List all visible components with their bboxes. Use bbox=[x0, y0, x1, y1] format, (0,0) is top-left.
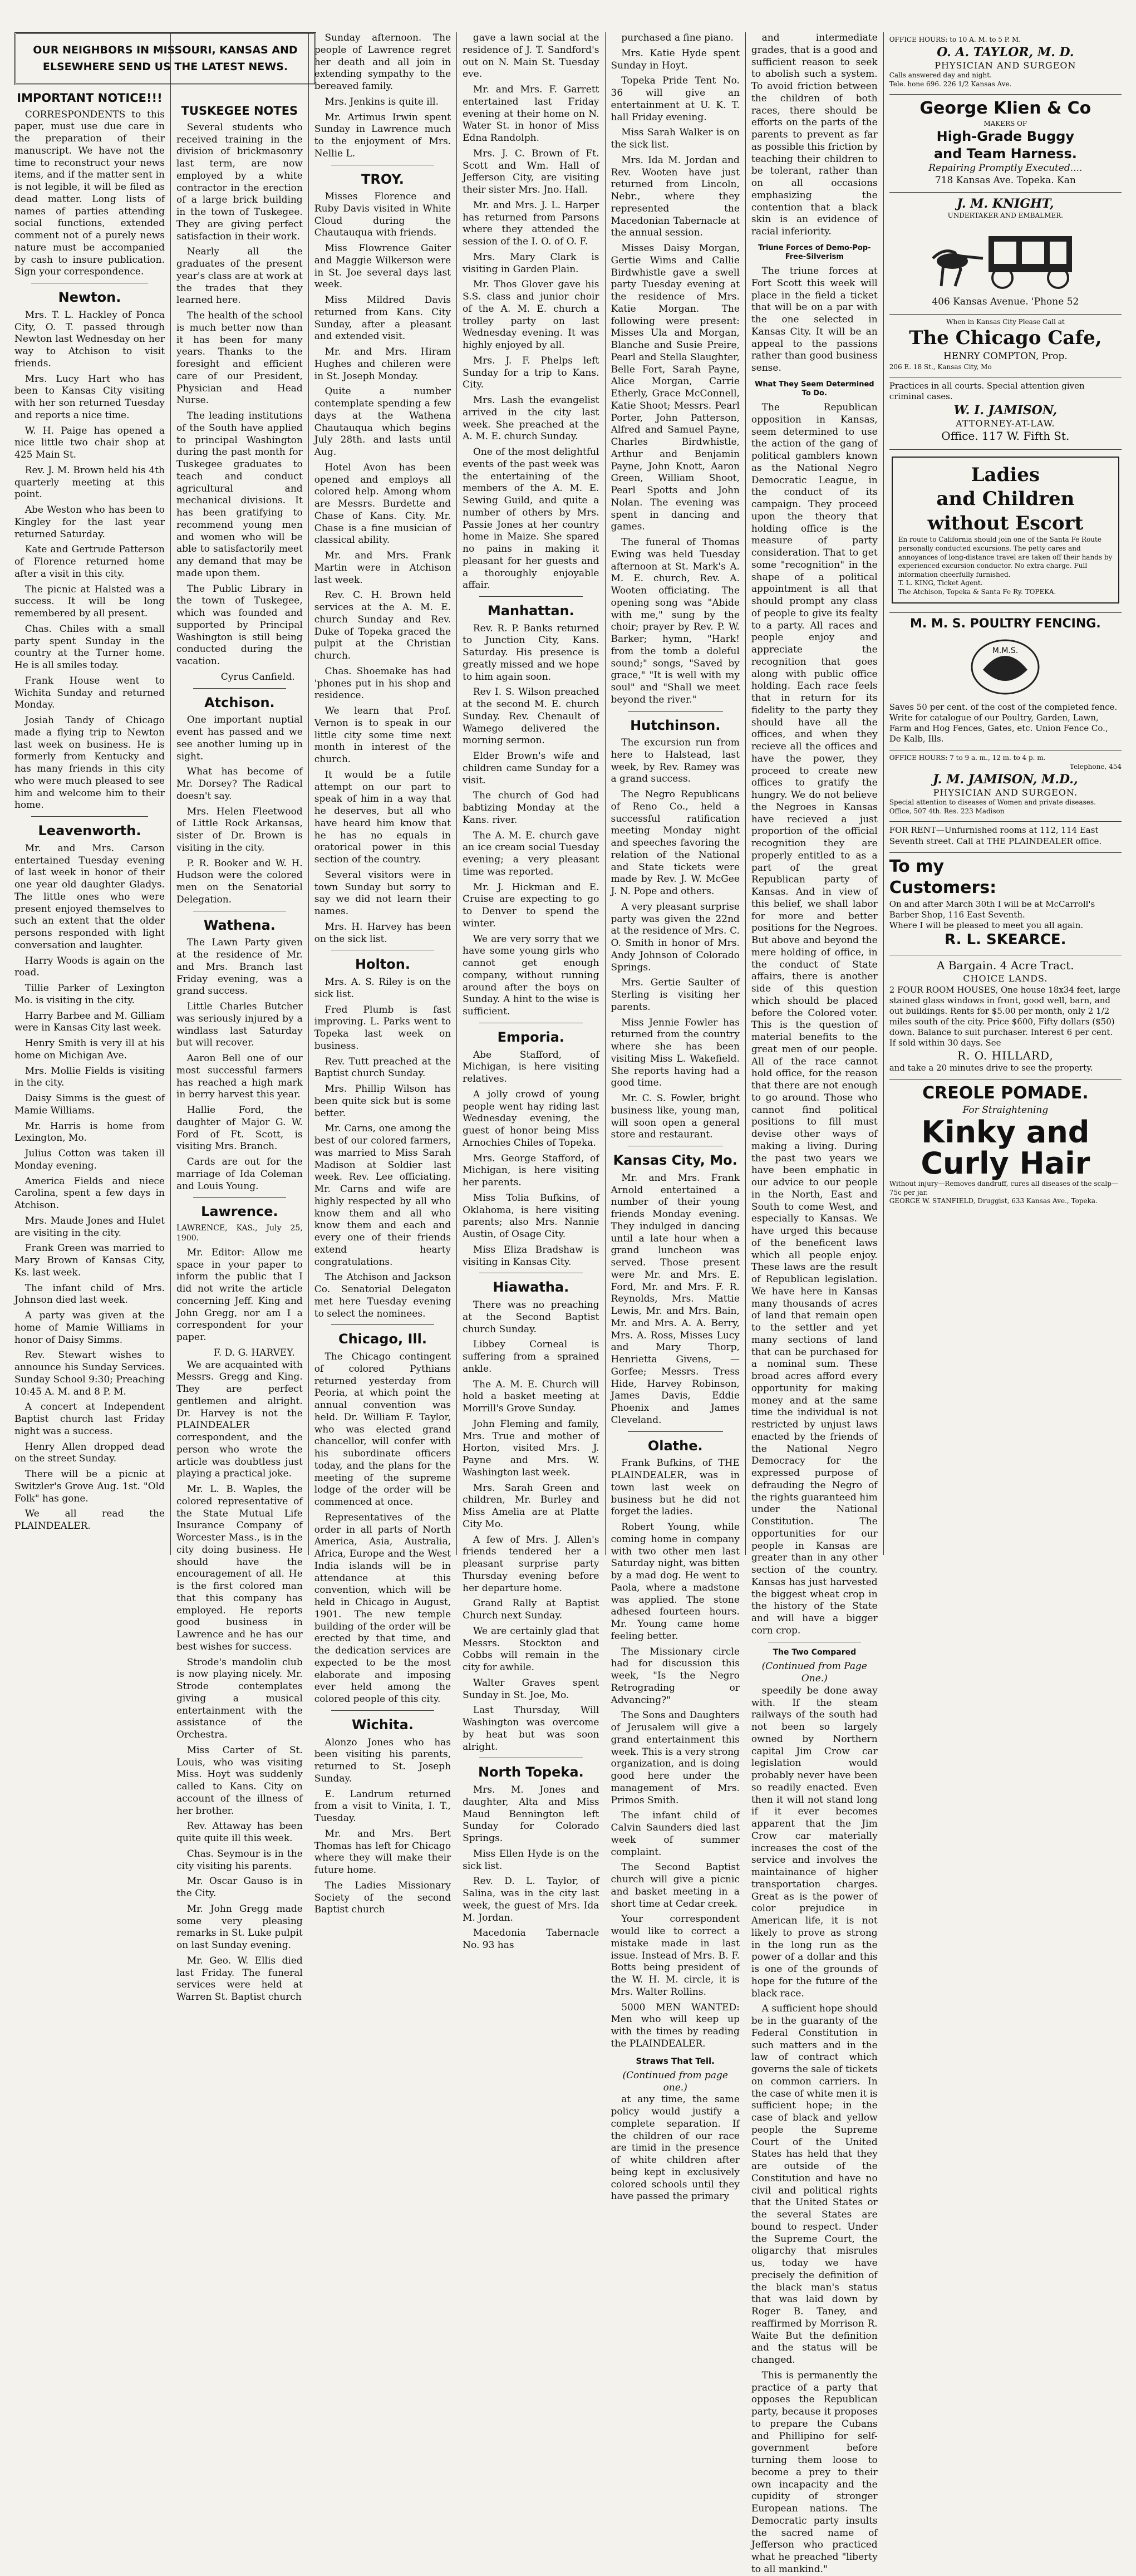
for-rent-text: FOR RENT—Unfurnished rooms at 112, 114 East Seventh street. Call at THE PLAINDEALER office. bbox=[889, 825, 1102, 846]
straws-heading: Straws That Tell. bbox=[636, 2055, 715, 2066]
triune-heading: Triune Forces of Demo-Pop-Free-Silverism bbox=[758, 243, 871, 262]
klien-tagline: Repairing Promptly Executed.... bbox=[928, 162, 1083, 174]
ad-chicago-cafe bbox=[889, 315, 1122, 377]
advertisement-column bbox=[883, 32, 1127, 1555]
article-para: Mrs. Phillip Wilson has been quite sick but is some better. bbox=[314, 1083, 451, 1119]
article-para: Mrs. Jenkins is quite ill. bbox=[324, 96, 439, 107]
article-para: Misses Florence and Ruby Davis visited in White Cloud during the Chautauqua with friends. bbox=[314, 191, 451, 239]
article-para: W. H. Paige has opened a nice little two chair shop at 425 Main St. bbox=[14, 425, 165, 461]
madison-title: PHYSICIAN AND SURGEON. bbox=[933, 787, 1078, 798]
article-para: Representatives of the order in all parts of North America, Asia, Australia, Africa, Europe and the West India islands will be in attendance at this convention, which will be held in Chicago in August, 1901. The new temple building of the order will be erected by that time, and the dedication services are expected to be the most elaborate and imposing ever held among the colored people of this city. bbox=[314, 1512, 451, 1705]
article-para: The Republican opposition in Kansas, seem determined to use the action of the gang of political gamblers known as the National Negro Democratic League, in the conduct of its campaign. They proceed upon the theory that holding office is the measure of party consideration. That to get some "recognition" in the shape of a political appointment is all that should prompt any class of people to give its fealty to a party. All races and people enjoy and appreciate the recognition that goes along with public office holding. Each race feels that in return for its fidelity to the party they should have all the offices, and when they recieve all the offices and have the power, they proceed to create new offices to gratify the hungry. We do not believe the Negroes in Kansas have recieved a just proportion of the official recognition they are properly entitled to as a part of the great Republican party of Kansas. And in view of this belief, we shall labor for more and better positions for the Negroes. But above and beyond the mere holding of office, in the conduct of State affairs, there is another side of this question which should be placed before the Colored voter. This is the question of material benefits to the great men of our people. All of the race cannot hold office, for the reason that there are not enough to go around. Those who cannot find political positions to fill must devise other ways of making a living. During the past two years we have been emphatic in our advice to our people in the North, East and South to come West, and especially to Kansas. We have urged this because of the beneficent laws which all people enjoy. These laws are the result of Republican legislation. We have here in Kansas many thousands of acres of land that remain open to the settler and yet many sections of land that can be purchased for a nominal sum. These broad acres afford every opportunity for making money and at the same time the individual is not restricted by unjust laws enacted by the friends of the National Negro Democracy for the expressed purpose of defrauding the Negro of the rights guaranteed him under the National Constitution. The opportunities for our people in Kansas are greater than in any other section of the country. Kansas has just harvested the biggest wheat crop in the history of the State and will have a bigger corn crop. bbox=[751, 402, 878, 1636]
article-para: Miss Tolia Bufkins, of Oklahoma, is here visiting parents; also Mrs. Nannie Austin, of Osage City. bbox=[463, 1192, 599, 1240]
knight-address: 406 Kansas Avenue. 'Phone 52 bbox=[932, 296, 1079, 308]
article-para: The picnic at Halsted was a success. It will be long remembered by all present. bbox=[14, 583, 165, 620]
ladies-line-2: and Children bbox=[936, 488, 1075, 511]
skearce-h2: Customers: bbox=[889, 878, 997, 898]
article-para: E. Landrum returned from a visit to Vinita, I. T., Tuesday. bbox=[314, 1788, 451, 1824]
chicago-heading: Chicago, Ill. bbox=[338, 1331, 427, 1347]
article-para: Mrs. Helen Fleetwood of Little Rock Arkansas, sister of Dr. Brown is visiting in the city. bbox=[176, 806, 303, 853]
cafe-address: 206 E. 18 St., Kansas City, Mo bbox=[889, 362, 992, 371]
ad-knight bbox=[889, 193, 1122, 315]
article-para: Mrs. H. Harvey has been on the sick list. bbox=[314, 921, 451, 945]
article-para: and intermediate grades, that is a good and sufficient reason to seek to abolish such a system. To avoid friction between the children of both races, there should be efforts on the parts of the parents to prevent as far as possible this friction by teaching their children to be tolerant, rather than on all occasions emphasizing the contention that a black skin is an evidence of racial inferiority. bbox=[751, 32, 878, 237]
article-para: Last Thursday, Will Washington was overcome by heat but was soon alright. bbox=[463, 1705, 599, 1753]
leavenworth-items bbox=[14, 843, 165, 1533]
column-6 bbox=[745, 32, 883, 2575]
article-para: Mrs. Lash the evangelist arrived in the city last week. She preached at the A. M. E. church Sunday. bbox=[463, 395, 599, 443]
article-para: Robert Young, while coming home in company with two other men last Saturday night, was bitten by a mad dog. He went to Paola, where a madstone was applied. The stone adhesed fourteen hours. Mr. Young came home feeling better. bbox=[611, 1522, 740, 1642]
article-para: A very pleasant surprise party was given the 22nd at the residence of Mrs. C. O. Smith in honor of Mrs. Andy Johnson of Colorado Springs. bbox=[611, 901, 740, 973]
article-para: The infant child of Mrs. Johnson died last week. bbox=[14, 1282, 165, 1306]
column-5 bbox=[605, 32, 745, 2202]
article-para: The Public Library in the town of Tuskegee, which was founded and supported by Principal Washington is still being conducted during the vacation. bbox=[176, 583, 303, 668]
article-para: Libbey Corneal is suffering from a sprained ankle. bbox=[463, 1339, 599, 1375]
article-para: Abe Stafford, of Michigan, is here visiting relatives. bbox=[463, 1049, 599, 1085]
madison-special: Special attention to diseases of Women and private diseases. bbox=[889, 798, 1096, 807]
two-compared-continued: (Continued from Page One.) bbox=[761, 1661, 867, 1685]
banner-line-2: ELSEWHERE SEND US THE LATEST NEWS. bbox=[42, 61, 288, 73]
article-para: Mr. and Mrs. Carson entertained Tuesday evening of last week in honor of their one year old daughter Gladys. The little ones who were present enjoyed themselves to such an extent that the older persons responded with light conversation and laughter. bbox=[14, 842, 165, 951]
article-para: Mr. L. B. Waples, the colored representative of the State Mutual Life Insurance Company of Worcester Mass., is in the city doing business. He should have the encouragement of all. He is the first colored man that this company has employed. He reports good business in Lawrence and he has our best wishes for success. bbox=[176, 1484, 303, 1652]
article-para: 5000 MEN WANTED: Men who will keep up with the times by reading the PLAINDEALER. bbox=[611, 2001, 740, 2049]
jamison-name: W. I. JAMISON, bbox=[953, 403, 1058, 418]
article-para: Abe Weston who has been to Kingley for the last year returned Saturday. bbox=[14, 504, 165, 540]
article-para: purchased a fine piano. bbox=[621, 32, 734, 43]
article-para: America Fields and niece Carolina, spent a few days in Atchison. bbox=[14, 1175, 165, 1211]
article-para: Fred Plumb is fast improving. L. Parks went to Topeka last week on business. bbox=[314, 1004, 451, 1052]
article-para: It would be a futile attempt on our part to speak of him in a way that he deserves, but all who have heard him know that he has no equals in oratorical power in this section of the country. bbox=[314, 769, 451, 866]
notice-heading: IMPORTANT NOTICE!!! bbox=[17, 91, 163, 105]
article-para: Quite a number contemplate spending a few days at the Wathena Chautauqua which begins July 28th. and lasts until Aug. bbox=[314, 386, 451, 458]
olathe-heading: Olathe. bbox=[647, 1437, 703, 1454]
article-para: The funeral of Thomas Ewing was held Tuesday afternoon at St. Mark's A. M. E. church, Rev. A. Wooten officiating. The opening song was "Abide with me," sung by the choir; prayer by Rev. P. W. Barker; hymn, "Hark! from the tomb a doleful sound;" songs, "Saved by grace," "It is well with my soul" and "Shall we meet beyond the river." bbox=[611, 537, 740, 705]
article-para: Mrs. A. S. Riley is on the sick list. bbox=[314, 977, 451, 1000]
article-para: Mrs. T. L. Hackley of Ponca City, O. T. passed through Newton last Wednesday on her way to Atchison to visit friends. bbox=[14, 309, 165, 369]
cafe-name: The Chicago Cafe, bbox=[909, 327, 1102, 350]
article-para: A concert at Independent Baptist church last Friday night was a success. bbox=[14, 1401, 165, 1437]
article-para: The health of the school is much better now than it has been for many years. Thanks to the foresight and efficient care of our President, Physician and Head Nurse. bbox=[176, 310, 303, 406]
article-para: Sunday afternoon. The people of Lawrence regret her death and all join in extending sympathy to the bereaved family. bbox=[314, 32, 451, 92]
article-para: Mr. Thos Glover gave his S.S. class and junior choir of the A. M. E. church a trolley party on last Wednesday evening. It was highly enjoyed by all. bbox=[463, 279, 599, 351]
ladies-body: En route to California should join one of the Santa Fe Route personally conducted excursions. The petty cares and annoyances of long-distance travel are taken off their hands by experienced excursion conductor. No extra charge. Full information cheerfully furnished. bbox=[898, 536, 1113, 578]
article-para: Grand Rally at Baptist Church next Sunday. bbox=[463, 1598, 599, 1622]
article-para: Frank Green was married to Mary Brown of Kansas City, Ks. last week. bbox=[14, 1243, 165, 1278]
article-para: Henry Allen dropped dead on the street Sunday. bbox=[14, 1441, 165, 1465]
article-para: Rev. R. P. Banks returned to Junction City, Kans. Saturday. His presence is greatly missed and we hope to him again soon. bbox=[463, 622, 599, 683]
article-para: There was no preaching at the Second Baptist church Sunday. bbox=[463, 1299, 599, 1335]
klien-product-1: High-Grade Buggy bbox=[936, 129, 1075, 145]
ad-taylor bbox=[889, 32, 1122, 95]
article-para: The triune forces at Fort Scott this week will place in the field a ticket that will be on a par with the one selected in Kansas City. It will be an appeal to the passions rather than good business sense. bbox=[751, 266, 878, 374]
article-para: Frank Bufkins, of THE PLAINDEALER, was in town last week on business but he did not forget the ladies. bbox=[611, 1458, 740, 1518]
article-para: The Atchison and Jackson Co. Senatorial Delegaton met here Tuesday evening to select the nominees. bbox=[314, 1272, 451, 1319]
ladies-rr: The Atchison, Topeka & Santa Fe Ry. TOPEKA. bbox=[898, 587, 1056, 596]
article-para: The leading institutions of the South have applied to principal Washington during the past month for Tuskegee graduates to teach and conduct agricultural and mechanical divisions. It has been gratifying to recommend young men and women who will be able to satisfactorily meet any demand that may be made upon them. bbox=[176, 410, 303, 579]
article-para: Elder Brown's wife and children came Sunday for a visit. bbox=[463, 750, 599, 786]
article-para: Mr. Artimus Irwin spent Sunday in Lawrence much to the enjoyment of Mrs. Nellie L. bbox=[314, 111, 451, 159]
article-para: Mr. Carns, one among the best of our colored farmers, was married to Miss Sarah Madison at Soldier last week. Rev. Lee officiating. Mr. Carns and wife are highly respected by all who know them and all who know them and each and every one of their friends extend hearty congratulations. bbox=[314, 1123, 451, 1268]
tuskegee-signature: Cyrus Canfield. bbox=[220, 671, 295, 683]
newton-heading: Newton. bbox=[58, 290, 121, 306]
poultry-logo-text: M.M.S. bbox=[992, 646, 1019, 655]
article-para: Mr. and Mrs. Bert Thomas has left for Chicago where they will make their future home. bbox=[314, 1828, 451, 1876]
madison-phone: Telephone, 454 bbox=[1069, 763, 1122, 771]
article-para: Harry Woods is again on the road. bbox=[14, 955, 165, 979]
article-para: The Chicago contingent of colored Pythians returned yesterday from Peoria, at which point the annual convention was held. Dr. William F. Taylor, who was elected grand chancellor, will confer with his subordinate officers today, and the plans for the meeting of the supreme lodge of the order will be commenced at once. bbox=[314, 1351, 451, 1508]
article-para: The Ladies Missionary Society of the second Baptist church bbox=[314, 1880, 451, 1916]
article-para: Rev. Attaway has been quite quite ill this week. bbox=[176, 1821, 303, 1844]
skearce-body: On and after March 30th I will be at McCarroll's Barber Shop, 116 East Seventh. bbox=[889, 899, 1095, 920]
article-para: Mr. and Mrs. Hiram Hughes and chileren were in St. Joseph Monday. bbox=[314, 346, 451, 382]
ladies-agent: T. L. KING, Ticket Agent. bbox=[898, 579, 983, 587]
wichita-heading: Wichita. bbox=[351, 1716, 414, 1733]
tuskegee-heading: TUSKEGEE NOTES bbox=[181, 104, 298, 117]
article-para: We are certainly glad that Messrs. Stockton and Cobbs will remain in the city for awhile. bbox=[463, 1625, 599, 1674]
pomade-for: For Straightening bbox=[962, 1104, 1049, 1116]
skearce-body-2: Where I will be pleased to meet you all again. bbox=[889, 920, 1084, 931]
article-para: Mrs. Katie Hyde spent Sunday in Hoyt. bbox=[611, 47, 740, 71]
knight-name: J. M. KNIGHT, bbox=[957, 197, 1054, 212]
article-para: Kate and Gertrude Patterson of Florence returned home after a visit in this city. bbox=[14, 544, 165, 580]
article-para: We are very sorry that we have some young girls who cannot get enough company, without running around after the boys on Sunday. A hint to the wise is sufficient. bbox=[463, 933, 599, 1018]
article-para: The Negro Republicans of Reno Co., held a successful ratification meeting Monday night and speeches favoring the relation of the National and State tickets were made by Rev. J. W. McGee J. N. Pope and others. bbox=[611, 789, 740, 897]
pomade-seller: GEORGE W. STANFIELD, Druggist, 633 Kansas Ave., Topeka. bbox=[889, 1197, 1098, 1205]
taylor-title: PHYSICIAN AND SURGEON bbox=[935, 60, 1076, 71]
columns bbox=[9, 32, 1127, 2575]
taylor-name: O. A. TAYLOR, M. D. bbox=[937, 45, 1074, 60]
article-para: Mr. Harris is home from Lexington, Mo. bbox=[14, 1120, 165, 1144]
poultry-body: Saves 50 per cent. of the cost of the completed fence. Write for catalogue of our Poultry, Garden, Lawn, Farm and Hog Fences, Gates, etc. Union Fence Co., De Kalb, Ills. bbox=[889, 701, 1118, 744]
article-para: Aaron Bell one of our most successful farmers has reached a high mark in berry harvest this year. bbox=[176, 1053, 303, 1101]
article-para: Miss Eliza Bradshaw is visiting in Kansas City. bbox=[463, 1244, 599, 1268]
pomade-line-2: Curly Hair bbox=[921, 1146, 1090, 1181]
article-para: The infant child of Calvin Saunders died last week of summer complaint. bbox=[611, 1810, 740, 1858]
poultry-title: M. M. S. POULTRY FENCING. bbox=[909, 616, 1101, 631]
article-para: Mrs. Mary Clark is visiting in Garden Plain. bbox=[463, 251, 599, 275]
pomade-body: Without injury—Removes dandruff, cures all diseases of the scalp—75c per jar. bbox=[889, 1179, 1118, 1196]
madison-address: Office, 507 4th. Res. 223 Madison bbox=[889, 807, 1005, 815]
article-para: A sufficient hope should be in the guaranty of the Federal Constitution in such matters and in the law of contract which governs the sale of tickets on common carriers. In the case of white men it is sufficient hope; in the case of black and yellow people the Supreme Court of the United States has held that they are outside of the Constitution and have no civil and political rights that the United States or the several States are bound to respect. Under the Supreme Court, the oligarchy that misrules us, today we have precisely the definition of the black man's status that was laid down by Roger B. Taney, and reaffirmed by Morrison R. Waite But the definition and the status will be changed. bbox=[751, 2003, 878, 2366]
hillard-h2: CHOICE LANDS. bbox=[963, 973, 1048, 984]
article-para: Several visitors were in town Sunday but sorry to say we did not learn their names. bbox=[314, 869, 451, 917]
jamison-office: Office. 117 W. Fifth St. bbox=[941, 429, 1070, 443]
klien-makers: MAKERS OF bbox=[983, 119, 1027, 127]
article-para: Mrs. J. C. Brown of Ft. Scott and Wm. Hall of Jefferson City, are visiting their sister Mrs. Jno. Hall. bbox=[463, 148, 599, 195]
skearce-name: R. L. SKEARCE. bbox=[945, 931, 1066, 949]
article-para: Mr. John Gregg made some very pleasing remarks in St. Luke pulpit on last Sunday evening. bbox=[176, 1903, 303, 1951]
ad-for-rent bbox=[889, 822, 1122, 852]
article-para: Hotel Avon has been opened and employs all colored help. Among whom are Messrs. Burdette and Chase of Kans. City. Mr. Chase is a fine musician of classical ability. bbox=[314, 462, 451, 546]
atchison-heading: Atchison. bbox=[204, 694, 275, 710]
article-para: We all read the PLAINDEALER. bbox=[14, 1508, 165, 1532]
lawrence-heading: Lawrence. bbox=[201, 1204, 278, 1220]
article-para: Tillie Parker of Lexington Mo. is visiting in the city. bbox=[14, 983, 165, 1006]
article-para: Walter Graves spent Sunday in St. Joe, Mo. bbox=[463, 1677, 599, 1701]
poultry-logo-icon bbox=[955, 636, 1055, 698]
article-para: Hallie Ford, the daughter of Major G. W. Ford of Ft. Scott, is visiting Mrs. Branch. bbox=[176, 1105, 303, 1152]
article-para: Strode's mandolin club is now playing nicely. Mr. Strode contemplates giving a musical entertainment with the assistance of the Orchestra. bbox=[176, 1656, 303, 1741]
article-para: Rev. C. H. Brown held services at the A. M. E. church Sunday and Rev. Duke of Topeka graced the pulpit at the Christian church. bbox=[314, 590, 451, 662]
article-para: Mr. Oscar Gauso is in the City. bbox=[176, 1876, 303, 1900]
article-para: Mrs. Lucy Hart who has been to Kansas City visiting with her son returned Tuesday and reports a nice time. bbox=[14, 373, 165, 421]
article-para: The excursion run from here to Halstead, last week, by Rev. Ramey was a grand success. bbox=[611, 737, 740, 785]
lawrence-signature: F. D. G. HARVEY. bbox=[213, 1347, 295, 1358]
article-para: Mrs. Ida M. Jordan and Rev. Wooten have just returned from Lincoln, Nebr., where they represented the Macedonian Tabernacle at the annual session. bbox=[611, 154, 740, 239]
article-para: Harry Barbee and M. Gilliam were in Kansas City last week. bbox=[14, 1010, 165, 1034]
hearse-illustration bbox=[922, 225, 1089, 292]
article-para: Mr. Geo. W. Ellis died last Friday. The funeral services were held at Warren St. Baptist church bbox=[176, 1955, 303, 2003]
article-para: We are acquainted with Messrs. Gregg and King. They are perfect gentlemen and alright. Dr. Harvey is not the PLAINDEALER correspondent, and the person who wrote the article was doubtless just playing a practical joke. bbox=[176, 1359, 303, 1480]
article-para: Miss Flowrence Gaiter and Maggie Wilkerson were in St. Joe several days last week. bbox=[314, 243, 451, 291]
article-para: The Sons and Daughters of Jerusalem will give a grand entertainment this week. This is a very strong organization, and is doing good here under the management of Mrs. Primos Smith. bbox=[611, 1710, 740, 1806]
article-para: Macedonia Tabernacle No. 93 has bbox=[463, 1927, 599, 1951]
madison-hours: OFFICE HOURS: 7 to 9 a. m., 12 m. to 4 p. m. bbox=[889, 754, 1046, 762]
article-para: One important nuptial event has passed and we see another luming up in sight. bbox=[176, 714, 303, 762]
taylor-hours: OFFICE HOURS: to 10 A. M. to 5 P. M. bbox=[889, 36, 1021, 43]
wathena-heading: Wathena. bbox=[203, 917, 276, 933]
ad-santa-fe bbox=[889, 450, 1122, 613]
article-para: The Second Baptist church will give a picnic and basket meeting in a short time at Cedar creek. bbox=[611, 1862, 740, 1910]
column-2 bbox=[170, 32, 308, 2003]
article-para: Chas. Shoemake has had 'phones put in his shop and residence. bbox=[314, 665, 451, 701]
article-para: The Missionary circle had for discussion this week, "Is the Negro Retrograding or Advancing?" bbox=[611, 1646, 740, 1706]
kansas-city-heading: Kansas City, Mo. bbox=[613, 1152, 737, 1169]
article-para: Mr. J. Hickman and E. Cruise are expecting to go to Denver to spend the winter. bbox=[463, 881, 599, 929]
taylor-line-1: Calls answered day and night. bbox=[889, 71, 992, 80]
article-para: Topeka Pride Tent No. 36 will give an entertainment at U. K. T. hall Friday evening. bbox=[611, 75, 740, 123]
article-para: Mr. and Mrs. F. Garrett entertained last Friday evening at their home on N. Water St. in honor of Miss Edna Randolph. bbox=[463, 84, 599, 144]
article-para: Henry Smith is very ill at his home on Michigan Ave. bbox=[14, 1038, 165, 1061]
article-para: Mrs. George Stafford, of Michigan, is here visiting her parents. bbox=[463, 1152, 599, 1189]
ad-poultry-fencing bbox=[889, 613, 1122, 751]
article-para: A few of Mrs. J. Allen's friends tendered her a pleasant surprise party Thursday evening before her departure home. bbox=[463, 1534, 599, 1594]
article-para: There will be a picnic at Switzler's Grove Aug. 1st. "Old Folk" has gone. bbox=[14, 1469, 165, 1504]
cafe-when: When in Kansas City Please Call at bbox=[946, 317, 1065, 326]
ad-klien bbox=[889, 95, 1122, 193]
article-para: Miss Mildred Davis returned from Kans. City Sunday, after a pleasant and extended visit. bbox=[314, 295, 451, 342]
article-para: Josiah Tandy of Chicago made a flying trip to Newton last week on business. He is formerly from Kentucky and has many friends in this city who were much pleased to see him and welcome him to their home. bbox=[14, 715, 165, 811]
article-para: Mr. and Mrs. Frank Arnold entertained a number of their young friends Monday evening. They indulged in dancing until a late hour when a grand luncheon was served. Those present were Mr. and Mrs. E. Ford, Mr. and Mrs. F. R. Reynolds, Mrs. Mattie Lewis, Mr. and Mrs. Bain, Mr. and Mrs. A. A. Berry, Mrs. A. Ross, Misses Lucy and Mary Thorp, Henrietta Givens, — Gorfee; Messrs. Tress Hide, Harvey Robinson, James Davis, Eddie Phoenix and James Cleveland. bbox=[611, 1172, 740, 1426]
lawrence-dateline: LAWRENCE, KAS., July 25, 1900. bbox=[176, 1224, 303, 1243]
ad-hillard bbox=[889, 955, 1122, 1080]
ad-skearce bbox=[889, 853, 1122, 956]
article-para: Mrs. Sarah Green and children, Mr. Burley and Miss Amelia are at Platte City Mo. bbox=[463, 1482, 599, 1530]
notice-text: CORRESPONDENTS to this paper, must use due care in the preparation of their manuscript. We have not the time to reconstruct your news items, and if the matter sent in is not legible, it will be filed as dead matter. Long lists of names of parties attending social functions, extended comment not of a purely news nature must be accompanied by cash to insure publication. Sign your correspondence. bbox=[14, 109, 165, 278]
article-para: Chas. Chiles with a small party spent Sunday in the country at the Turner home. He is all smiles today. bbox=[14, 623, 165, 671]
jamison-title: ATTORNEY-AT-LAW. bbox=[956, 418, 1055, 429]
ad-jamison-attorney bbox=[889, 377, 1122, 450]
hillard-name: R. O. HILLARD, bbox=[957, 1048, 1054, 1062]
article-para: Cards are out for the marriage of Ida Coleman and Louis Young. bbox=[176, 1156, 303, 1192]
article-para: The church of God had babtizing Monday at the Kans. river. bbox=[463, 790, 599, 826]
article-para: Rev I. S. Wilson preached at the second M. E. church Sunday. Rev. Chenault of Wamego delivered the morning sermon. bbox=[463, 686, 599, 747]
article-para: John Fleming and family, Mrs. True and mother of Horton, visited Mrs. J. Payne and Mrs. W. Washington last week. bbox=[463, 1418, 599, 1478]
cafe-prop: HENRY COMPTON, Prop. bbox=[943, 350, 1068, 362]
article-para: Rev. D. L. Taylor, of Salina, was in the city last week, the guest of Mrs. Ida M. Jordan. bbox=[463, 1876, 599, 1924]
ladies-line-3: without Escort bbox=[927, 512, 1084, 534]
article-para: Miss Jennie Fowler has returned from the country where she has been visiting Miss L. Wakefield. She reports having had a good time. bbox=[611, 1017, 740, 1089]
article-para: The Lawn Party given at the residence of Mr. and Mrs. Branch last Friday evening, was a grand success. bbox=[176, 937, 303, 997]
article-para: Julius Cotton was taken ill Monday evening. bbox=[14, 1148, 165, 1171]
pomade-title: CREOLE POMADE. bbox=[922, 1083, 1089, 1103]
straws-continued: (Continued from page one.) bbox=[622, 2069, 728, 2093]
hutchinson-heading: Hutchinson. bbox=[630, 717, 721, 733]
article-para: Mrs. M. Jones and daughter, Alta and Miss Maud Bennington left Sunday for Colorado Springs. bbox=[463, 1784, 599, 1844]
article-para: We learn that Prof. Vernon is to speak in our little city some time next month in interest of the church. bbox=[314, 705, 451, 766]
determined-heading: What They Seem Determined To Do. bbox=[755, 380, 874, 398]
article-para: Alonzo Jones who has been visiting his parents, returned to St. Joseph Sunday. bbox=[314, 1736, 451, 1784]
article-para: Rev. Tutt preached at the Baptist church Sunday. bbox=[314, 1056, 451, 1080]
newton-items bbox=[14, 310, 165, 812]
article-para: Mrs. J. F. Phelps left Sunday for a trip to Kans. City. bbox=[463, 355, 599, 391]
hiawatha-heading: Hiawatha. bbox=[493, 1279, 569, 1296]
article-para: Miss Ellen Hyde is on the sick list. bbox=[463, 1848, 599, 1872]
article-para: One of the most delightful events of the past week was the entertaining of the members of the A. M. E. Sewing Guild, and quite a number of others by Mrs. Passie Jones at her country home in Maize. She spared no pains in making it pleasant for her guests and a thoroughly enjoyable affair. bbox=[463, 446, 599, 591]
emporia-heading: Emporia. bbox=[497, 1029, 565, 1045]
article-para: Frank House went to Wichita Sunday and returned Monday. bbox=[14, 675, 165, 711]
two-compared-heading: The Two Compared bbox=[773, 1647, 857, 1657]
article-para: Misses Daisy Morgan, Gertie Wims and Callie Birdwhistle gave a swell party Tuesday evening at the residence of Mrs. Katie Morgan. The following were present: Misses Ula and Morgan, Blanche and Susie Preire, Pearl and Stella Slaughter, Belle Fort, Sarah Payne, Alice Morgan, Carrie Etherly, Grace McConnell, Katie Shoot; Messrs. Pearl Porter, John Patterson, Alfred and Samuel Payne, Charles Birdwhistle, Arthur and Benjamin Payne, John Knott, Aaron Green, William Shoot, Pearl Spotts and John Nolan. The evening was spent in dancing and games. bbox=[611, 243, 740, 533]
leavenworth-heading: Leavenworth. bbox=[38, 823, 141, 839]
hillard-h1: A Bargain. 4 Acre Tract. bbox=[937, 959, 1074, 973]
ladies-line-1: Ladies bbox=[971, 463, 1040, 486]
column-3 bbox=[308, 32, 456, 1916]
article-para: Several students who received training in the division of brickmasonry last term, are now employed by a white contractor in the erection of a large brick building in the town of Tuskegee. They are giving perfect satisfaction in their work. bbox=[176, 121, 303, 242]
article-para: This is permanently the practice of a party that opposes the Republican party, because it proposes to prepare the Cubans and Phillipino for self-government before turning them loose to become a prey to their own incapacity and the cupidity of stronger European nations. The Democratic party insults the sacred name of Jefferson who practiced what he preached "liberty to all mankind." bbox=[751, 2369, 878, 2575]
hillard-body: 2 FOUR ROOM HOUSES, One house 18x34 feet, large stained glass windows in front, good well, barn, and out buildings. Rents for $5.00 per month, only 2 1/2 miles south of the city. Price $600, Fifty dollars ($50) down. Balance to suit purchaser. Interest 6 per cent. If sold within 30 days. See bbox=[889, 984, 1120, 1048]
hillard-tail: and take a 20 minutes drive to see the property. bbox=[889, 1063, 1093, 1073]
knight-title: UNDERTAKER AND EMBALMER. bbox=[947, 212, 1064, 220]
article-para: Mrs. Gertie Saulter of Sterling is visiting her parents. bbox=[611, 977, 740, 1013]
ad-creole-pomade bbox=[889, 1080, 1122, 1211]
taylor-line-2: Tele. hone 696. 226 1/2 Kansas Ave. bbox=[889, 80, 1012, 88]
article-para: The A. M. E. church gave an ice cream social Tuesday evening; a very pleasant time was reported. bbox=[463, 830, 599, 877]
madison-name: J. M. JAMISON, M.D., bbox=[933, 772, 1078, 787]
article-para: speedily be done away with. If the steam railways of the south had not been so largely owned by Northern capital Jim Crow car legislation would probably never have been so readily enacted. Even then it will not stand long if it ever becomes apparent that the Jim Crow car materially increases the cost of the service and involves the maintainance of higher transportation charges. Great as is the power of color prejudice in American life, it is not likely to prove as strong in the long run as the power of a dollar and this is one of the grounds of hope for the future of the black race. bbox=[751, 1685, 878, 1999]
north-topeka-heading: North Topeka. bbox=[478, 1764, 584, 1780]
article-para: at any time, the same policy would justify a complete separation. If the children of our race are timid in the presence of white children after being kept in exclusively colored schools until they have passed the primary bbox=[611, 2094, 740, 2202]
article-para: Rev. J. M. Brown held his 4th quarterly meeting at this point. bbox=[14, 464, 165, 501]
klien-address: 718 Kansas Ave. Topeka. Kan bbox=[935, 174, 1076, 186]
article-para: gave a lawn social at the residence of J. T. Sandford's out on N. Main St. Tuesday eve. bbox=[463, 32, 599, 80]
article-para: Mr. C. S. Fowler, bright business like, young man, will soon open a general store and restaurant. bbox=[611, 1093, 740, 1141]
article-para: A jolly crowd of young people went hay riding last Wednesday evening, the guest of honor being Miss Arnochies Chiles of Topeka. bbox=[463, 1088, 599, 1149]
article-para: Miss Carter of St. Louis, who was visiting Miss. Hoyt was suddenly called to Kans. City on account of the illness of her brother. bbox=[176, 1744, 303, 1817]
troy-heading: TROY. bbox=[361, 171, 404, 187]
article-para: Nearly all the graduates of the present year's class are at work at the trades that they learned here. bbox=[176, 246, 303, 306]
klien-name: George Klien & Co bbox=[919, 99, 1091, 119]
skearce-h1: To my bbox=[889, 856, 945, 876]
column-4 bbox=[456, 32, 604, 1951]
ad-jamison-physician bbox=[889, 750, 1122, 822]
banner-line-1: OUR NEIGHBORS IN MISSOURI, KANSAS AND bbox=[33, 44, 298, 56]
klien-product-2: and Team Harness. bbox=[933, 146, 1077, 162]
article-para: Rev. Stewart wishes to announce his Sunday Services. Sunday School 9:30; Preaching 10:45 A. M. and 8 P. M. bbox=[14, 1350, 165, 1397]
article-para: Chas. Seymour is in the city visiting his parents. bbox=[176, 1848, 303, 1872]
article-para: Mrs. Maude Jones and Hulet are visiting in the city. bbox=[14, 1215, 165, 1239]
article-para: Mrs. Mollie Fields is visiting in the city. bbox=[14, 1065, 165, 1089]
article-para: What has become of Mr. Dorsey? The Radical doesn't say. bbox=[176, 766, 303, 802]
article-para: Mr. and Mrs. J. L. Harper has returned from Parsons where they attended the session of the I. O. of O. F. bbox=[463, 199, 599, 247]
article-para: Little Charles Butcher was seriously injured by a windlass last Saturday but will recover. bbox=[176, 1001, 303, 1049]
holton-heading: Holton. bbox=[355, 956, 410, 973]
article-para: Your correspondent would like to correct a mistake made in last issue. Instead of Mrs. B. F. Botts being president of the W. H. M. circle, it is Mrs. Walter Rollins. bbox=[611, 1913, 740, 1998]
article-para: A party was given at the home of Mamie Williams in honor of Daisy Simms. bbox=[14, 1310, 165, 1346]
article-para: Mr. and Mrs. Frank Martin were in Atchison last week. bbox=[314, 550, 451, 586]
manhattan-heading: Manhattan. bbox=[487, 603, 574, 619]
article-para: Miss Sarah Walker is on the sick list. bbox=[611, 127, 740, 150]
article-para: Daisy Simms is the guest of Mamie Williams. bbox=[14, 1093, 165, 1116]
article-para: The A. M. E. Church will hold a basket meeting at Morrill's Grove Sunday. bbox=[463, 1378, 599, 1415]
pomade-line-1: Kinky and bbox=[921, 1114, 1090, 1150]
article-para: P. R. Booker and W. H. Hudson were the colored men on the Senatorial Delegation. bbox=[176, 857, 303, 905]
article-para: Mr. Editor: Allow me space in your paper to inform the public that I did not write the article concerning Jeff. King and John Gregg, nor am I a correspondent for your paper. bbox=[176, 1247, 303, 1343]
jamison-text: Practices in all courts. Special attention given criminal cases. bbox=[889, 381, 1085, 402]
